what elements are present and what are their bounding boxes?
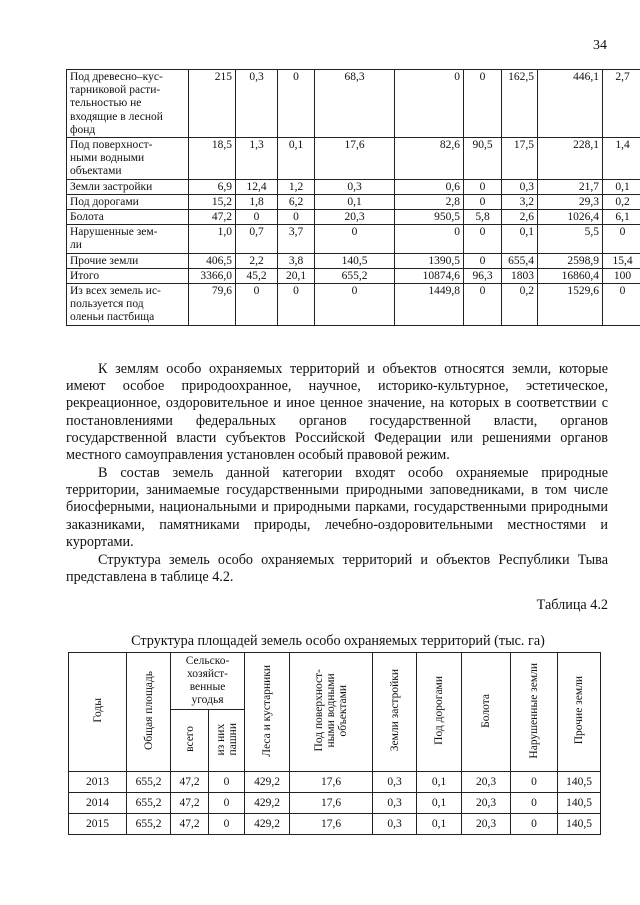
header-total: Общая площадь	[127, 653, 171, 772]
row-label: Из всех земель ис- пользуется под оленьи пастбища	[67, 284, 189, 326]
table-cell: 0,1	[417, 793, 462, 814]
protected-areas-table	[68, 652, 601, 835]
table-cell: 18,5	[189, 138, 236, 180]
table-cell: 0,3	[373, 814, 417, 835]
table-cell: 5,5	[538, 225, 603, 253]
table-cell: 0	[209, 772, 245, 793]
table-cell: 20,3	[315, 210, 395, 225]
table-cell: 0,7	[236, 225, 278, 253]
table-cell: 0	[464, 194, 502, 209]
table-cell: 0	[603, 284, 640, 326]
table-cell: 655,2	[315, 268, 395, 283]
land-structure-table-continued	[66, 69, 640, 326]
table-cell: 100	[603, 268, 640, 283]
table-cell: 2,7	[603, 70, 640, 138]
table-cell: 0	[603, 225, 640, 253]
table-cell: 0	[278, 284, 315, 326]
table-cell: 17,6	[290, 814, 373, 835]
table-cell: 47,2	[171, 814, 209, 835]
table-row	[67, 268, 640, 283]
table-cell: 0	[278, 210, 315, 225]
table-cell: 29,3	[538, 194, 603, 209]
table-cell: 1,8	[236, 194, 278, 209]
header-years: Годы	[69, 653, 127, 772]
row-label: Итого	[67, 268, 189, 283]
table-cell: 1449,8	[395, 284, 464, 326]
table-cell: 655,2	[127, 772, 171, 793]
header-agri-all: всего	[171, 710, 209, 772]
table-cell: 0	[395, 70, 464, 138]
table-cell: 6,2	[278, 194, 315, 209]
table-cell: 0	[511, 814, 558, 835]
table-cell: 0	[315, 225, 395, 253]
table-cell: 2,8	[395, 194, 464, 209]
table-cell: 20,3	[462, 793, 511, 814]
row-label: Под древесно–кус- тарниковой расти- тельностью не входящие в лесной фонд	[67, 70, 189, 138]
table-cell: 162,5	[502, 70, 538, 138]
table-cell: 0,1	[502, 225, 538, 253]
table-cell: 0	[464, 70, 502, 138]
table-cell: 79,6	[189, 284, 236, 326]
table-cell: 0,2	[603, 194, 640, 209]
table-cell: 0	[511, 772, 558, 793]
table-row	[67, 138, 640, 180]
row-label: Земли застройки	[67, 179, 189, 194]
table-cell: 228,1	[538, 138, 603, 180]
table-cell: 20,3	[462, 772, 511, 793]
table-cell: 17,6	[290, 793, 373, 814]
row-label: Под поверхност- ными водными объектами	[67, 138, 189, 180]
table-cell: 1529,6	[538, 284, 603, 326]
table-cell: 140,5	[558, 772, 601, 793]
table-cell: 3,2	[502, 194, 538, 209]
table-cell: 1390,5	[395, 253, 464, 268]
table-cell: 16860,4	[538, 268, 603, 283]
header-other: Прочие земли	[558, 653, 601, 772]
table-cell: 215	[189, 70, 236, 138]
header-agri-arable: из них пашни	[209, 710, 245, 772]
table-cell: 140,5	[558, 814, 601, 835]
table-cell: 0	[236, 284, 278, 326]
table-cell: 3,8	[278, 253, 315, 268]
table-cell: 0,3	[236, 70, 278, 138]
table-cell: 6,1	[603, 210, 640, 225]
table-cell: 45,2	[236, 268, 278, 283]
year-cell: 2014	[69, 793, 127, 814]
table-cell: 5,8	[464, 210, 502, 225]
table-cell: 0,1	[278, 138, 315, 180]
table-row	[69, 772, 601, 793]
table-cell: 0	[315, 284, 395, 326]
table-cell: 10874,6	[395, 268, 464, 283]
row-label: Под дорогами	[67, 194, 189, 209]
table-cell: 6,9	[189, 179, 236, 194]
table-cell: 0,1	[417, 814, 462, 835]
table-row	[67, 284, 640, 326]
paragraph-3: Структура земель особо охраняемых территорий и объектов Республики Тыва представлена в таблице 4.2.	[66, 552, 608, 586]
table-cell: 0	[464, 253, 502, 268]
table-cell: 47,2	[171, 772, 209, 793]
table-cell: 0	[395, 225, 464, 253]
table-cell: 12,4	[236, 179, 278, 194]
table-cell: 2,2	[236, 253, 278, 268]
table-cell: 140,5	[558, 793, 601, 814]
table-cell: 17,5	[502, 138, 538, 180]
table-cell: 0	[464, 284, 502, 326]
table-cell: 0	[209, 814, 245, 835]
table-cell: 0,1	[315, 194, 395, 209]
paragraph-1: К землям особо охраняемых территорий и объектов относятся земли, которые имеют особое природоохранное, научное, историко-культурное, эстетическое, рекреационное, оздоровительное и иное ценное значение, на которых в соответствии с постановлениями федеральных органов государственной власти, органов государственной власти субъектов Российской Федерации или решениями органов местного самоуправления установлен особый правовой режим.	[66, 361, 608, 464]
table-cell: 429,2	[245, 814, 290, 835]
table-cell: 1,0	[189, 225, 236, 253]
table-row	[69, 793, 601, 814]
table-cell: 0	[236, 210, 278, 225]
table-row	[67, 70, 640, 138]
table-cell: 429,2	[245, 793, 290, 814]
table-cell: 15,2	[189, 194, 236, 209]
header-water: Под поверхност- ными водными объектами	[290, 653, 373, 772]
table-cell: 96,3	[464, 268, 502, 283]
table-cell: 21,7	[538, 179, 603, 194]
table-cell: 1,3	[236, 138, 278, 180]
table-cell: 0,1	[603, 179, 640, 194]
table-cell: 3366,0	[189, 268, 236, 283]
header-roads: Под дорогами	[417, 653, 462, 772]
table-cell: 90,5	[464, 138, 502, 180]
table-row	[67, 210, 640, 225]
row-label: Нарушенные зем- ли	[67, 225, 189, 253]
header-forest: Леса и кустарники	[245, 653, 290, 772]
table-row	[67, 179, 640, 194]
header-swamps: Болота	[462, 653, 511, 772]
table-cell: 140,5	[315, 253, 395, 268]
table-cell: 0	[464, 225, 502, 253]
table-cell: 429,2	[245, 772, 290, 793]
table-cell: 17,6	[290, 772, 373, 793]
table-cell: 1026,4	[538, 210, 603, 225]
year-cell: 2015	[69, 814, 127, 835]
table-cell: 0,3	[373, 793, 417, 814]
table-title: Структура площадей земель особо охраняемых территорий (тыс. га)	[131, 633, 545, 649]
table-cell: 20,1	[278, 268, 315, 283]
table-cell: 47,2	[171, 793, 209, 814]
table-cell: 1803	[502, 268, 538, 283]
header-built: Земли застройки	[373, 653, 417, 772]
table-cell: 0,3	[373, 772, 417, 793]
table-cell: 0,3	[315, 179, 395, 194]
table-cell: 68,3	[315, 70, 395, 138]
table-cell: 0,3	[502, 179, 538, 194]
table-cell: 655,2	[127, 793, 171, 814]
table-cell: 446,1	[538, 70, 603, 138]
table-row	[67, 194, 640, 209]
table-cell: 2598,9	[538, 253, 603, 268]
table-cell: 0,2	[502, 284, 538, 326]
table-cell: 0,6	[395, 179, 464, 194]
table-row	[67, 225, 640, 253]
row-label: Прочие земли	[67, 253, 189, 268]
table-row	[69, 814, 601, 835]
paragraph-2: В состав земель данной категории входят особо охраняемые природные территории, занимаемые государственными природными заповедниками, в том числе биосферными, национальными и природными парками, государственными природными заказниками, памятниками природы, лечебно-оздоровительными местностями и курортами.	[66, 465, 608, 550]
header-disturbed: Нарушенные земли	[511, 653, 558, 772]
table-cell: 0	[511, 793, 558, 814]
page-number: 34	[593, 38, 607, 53]
table-cell: 17,6	[315, 138, 395, 180]
table-cell: 3,7	[278, 225, 315, 253]
table-cell: 1,4	[603, 138, 640, 180]
header-agri: Сельско- хозяйст- венные угодья	[171, 653, 245, 710]
table-cell: 655,2	[127, 814, 171, 835]
table-cell: 406,5	[189, 253, 236, 268]
table-cell: 655,4	[502, 253, 538, 268]
table-cell: 82,6	[395, 138, 464, 180]
table-number: Таблица 4.2	[536, 597, 608, 613]
table-cell: 0,1	[417, 772, 462, 793]
table-cell: 20,3	[462, 814, 511, 835]
year-cell: 2013	[69, 772, 127, 793]
table-cell: 0	[278, 70, 315, 138]
table-cell: 0	[464, 179, 502, 194]
table-cell: 2,6	[502, 210, 538, 225]
table-cell: 0	[209, 793, 245, 814]
row-label: Болота	[67, 210, 189, 225]
table-cell: 950,5	[395, 210, 464, 225]
table-cell: 47,2	[189, 210, 236, 225]
table-row	[67, 253, 640, 268]
table-cell: 15,4	[603, 253, 640, 268]
table-cell: 1,2	[278, 179, 315, 194]
